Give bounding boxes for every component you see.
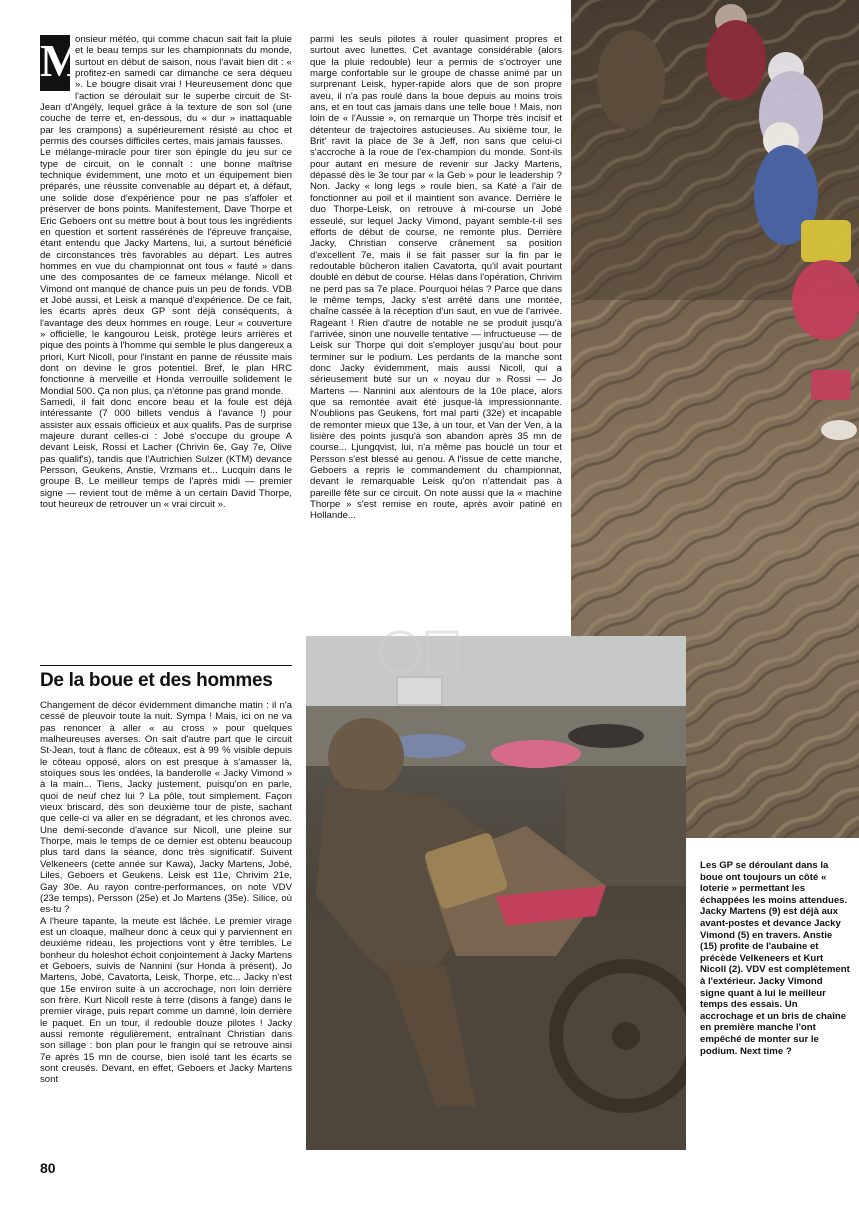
rider-illustration [306,636,686,1150]
photo-caption: Les GP se déroulant dans la boue ont toujours un côté « loterie » permettant les échappées les moins attendues. Jacky Martens (9) est déjà aux avant-postes et devance Jacky Vimond (5) en travers. Anstie (15) profite de l'aubaine et précède Velkeneers et Kurt Nicoll (2). VDV est complètement à l'extérieur. Jacky Vimond signe quant à lui le meilleur temps des essais. Un accrochage et un bris de chaîne en première manche l'ont empêché de monter sur le podium. Next time ? [700,860,850,1057]
paragraph: A l'heure tapante, la meute est lâchée. Le premier virage est un cloaque, malheur donc à ceux qui y parviennent en deuxième rideau, les projections vont y être terribles. Le bonheur du holeshot échoit conjointement à Jacky Martens et Geboers, suivis de Nannini (sur Honda à présent), Jo Martens, Jobé, Cavatorta, Leisk, Thorpe, etc... Jacky n'est que 15e environ suite à un accrochage, non loin derrière son frère. Kurt Nicoll reste à terre (disons à fange) dans le premier virage, puis repart comme un damné, loin derrière le paquet. En un tour, il redouble douze pilotes ! Jacky aussi remonte régulièrement, entraînant Christian dans son sillage : bon plan pour le frangin qui se retrouve ainsi 7e après 15 mn de course, bien isolé tant les écarts se sont creusés. Devant, en effet, Geboers et Jacky Martens sont [40,915,292,1086]
photo-muddy-rider [306,636,686,1150]
article-column-2 [310,34,562,522]
article-column-3 [40,700,292,1086]
page-number: 80 [40,1160,56,1176]
watermark-logo [372,622,462,708]
paragraph: Le mélange-miracle pour tirer son épingle du jeu sur ce type de circuit, on le connaît : une bonne maîtrise technique évidemment, une moto et un équipement bien préparés, une réussite convenable au départ et, à défaut, une solide dose d'expérience pour ne pas s'affoler et préserver de bons points. Manifestement, Dave Thorpe et Eric Geboers ont su mettre bout à bout tous les ingrédients en question et sortent rassérénés de l'épreuve française, étant entendu que Jacky Martens, lui, a surtout bénéficié de circonstances très favorables au départ. Les autres hommes en vue du championnat ont tous « fauté » dans une des composantes de ce fameux mélange. Nicoll et Vimond ont manqué de chance puis un peu de fonds. VDB et Jobé aussi, et Leisk a manqué d'expérience. De ce fait, les écarts après deux GP sont déjà conséquents, à l'avantage des deux hommes en rouge. Leur « couverture » officielle, le kangourou Leisk, protège leurs arrières et pique des points à l'homme qui semble le plus dangereux a priori, Kurt Nicoll, pour l'instant en panne de réussite mais dont on devine le gros potentiel. Bref, le plan HRC fonctionne à merveille et Honda verrouille solidement le Mondial 500. Ça non plus, ça n'étonne pas grand monde. [40,147,292,397]
article-column-1 [40,34,292,510]
drop-cap: M [40,35,70,91]
paragraph: onsieur météo, qui comme chacun sait fait la pluie et le beau temps sur les championnats du monde, surtout en début de saison, nous l'avait bien dit : « profitez-en samedi car dimanche ce sera déqueu ». Le bougre disait vrai ! Heureusement donc que l'action se déroulait sur le superbe circuit de St-Jean d'Angély, lequel grâce à la texture de son sol (une couche de terre et, en-dessous, du « dur » inattaquable par les crampons) a supérieurement résisté au choc et permis des courses difficiles certes, mais jamais fausses. [40,34,292,148]
paragraph: Changement de décor évidemment dimanche matin : il n'a cessé de pleuvoir toute la nuit. Sympa ! Mais, ici on ne va pas renoncer à aller « au cross » pour quelques malheureuses averses. On sait d'autre part que le circuit St-Jean, tout à flanc de côteaux, est à 99 % visible depuis le côteau opposé, alors on est presque à s'amasser là, stoïques sous les ondées, la banderolle « Jacky Vimond » à la main... Tiens, Jacky justement, puisqu'on en parle, quoi de neuf chez lui ? La pôle, tout simplement. Façon vieux briscard, dès son deuxième tour de piste, sachant que celle-ci va aller en se dégradant, et les chronos avec. Une demi-seconde d'avance sur Nicoll, une pleine sur Thorpe, mais le temps de ce dernier est obtenu beaucoup plus tard dans la séance, donc très significatif. Suivent Velkeneers (cette année sur Kawa), Jacky Martens, Jobé, Liles, Geboers et Geukens. Leisk est 11e, Chrivim 21e, Gay 30e. Au rayon contre-performances, on note VDV (23e temps), Persson (25e) et Jo Martens (35e). Silice, où es-tu ? [40,700,292,916]
paragraph: parmi les seuls pilotes à rouler quasiment propres et surtout avec lunettes. Cet avantage considérable (alors que la pluie redouble) leur a permis de s'octroyer une marge confortable sur le groupe de chasse animé par un surprenant Leisk, hyper-rapide alors que de son propre aveu, il n'a pas roulé dans la boue depuis au moins trois ans, et en tout cas jamais dans une telle boue ! Mais, non loin de « l'Aussie », on remarque un Thorpe très incisif et détenteur de trajectoires astucieuses. Au sixième tour, le Brit' ravit la place de 3e à Jeff, non sans que celui-ci s'accroche à la roue de l'ex-champion du monde. Sont-ils pour autant en mesure de revenir sur Jacky Martens, dépassé dès le 3e tour par « la Geb » pour le leadership ? Non. Jacky « long legs » roule bien, sa Katé a l'air de fonctionner au poil et il maintient son avance. Derrière le duo Thorpe-Leisk, on retrouve à mi-course un Jobé esseulé, sur lequel Jacky Vimond, payant semble-t-il ses efforts de début de course, ne remonte plus. Derrière Jacky, Christian conserve crânement sa position d'excellent 7e, mais il se fait passer sur la fin par le redoutable bûcheron italien Cavatorta, qu'il avait pourtant doublé en début de course. Hélas dans l'opération, Chrivim ne perd pas sa 7e place. Pourquoi hélas ? Parce que dans le même temps, Jacky s'est arrêté dans une montée, chaîne cassée à la réception d'un saut, en vue de l'arrivée. Rageant ! Rien d'autre de notable ne se produit jusqu'à l'arrivée, sinon une nouvelle tentative — infructueuse — de Leisk sur Thorpe qui doit s'employer jusqu'au bout pour terminer sur le podium. Les perdants de la manche sont donc Jacky évidemment, mais aussi Nicoll, qui a sérieusement buté sur un « noyau dur » Rossi — Jo Martens — Nannini aux alentours de la 10e place, alors que sa remontée avait été jusque-là impressionnante. N'oublions pas Geukens, fort mal parti (32e) et incapable de remonter mieux que 13e, à un tour, et Van der Ven, à la lisière des points jusqu'à son abandon après 35 mn de course... Ljungqvist, lui, n'a même pas bouclé un tour et Persson s'est blessé au genou. A l'issue de cette manche, Geboers a repris le commandement du championnat, devant le remarquable Leisk qu'on n'attendait pas à pareille fête sur ce circuit. On note aussi que la « machine Thorpe » s'est remise en route, après avoir patiné en Hollande... [310,34,562,522]
section-heading: De la boue et des hommes [40,665,292,692]
paragraph: Samedi, il fait donc encore beau et la foule est déjà intéressante (7 000 billets vendus à l'avance !) pour assister aux essais officieux et aux qualifs. Pas de surprise majeure durant celles-ci : Jobé s'occupe du groupe A devant Leisk, Rossi et Lacher (Chrivin 6e, Gay 7e, Olive pas qualif's), tandis que l'Autrichien Sulzer (KTM) devance Persson, Geukens, Anstie, Vrzmans et... Lucquin dans le groupe B. Le meilleur temps de l'après midi — premier signe — revient tout de même à un certain David Thorpe, tout heureux de retrouver un « vrai circuit ». [40,397,292,511]
